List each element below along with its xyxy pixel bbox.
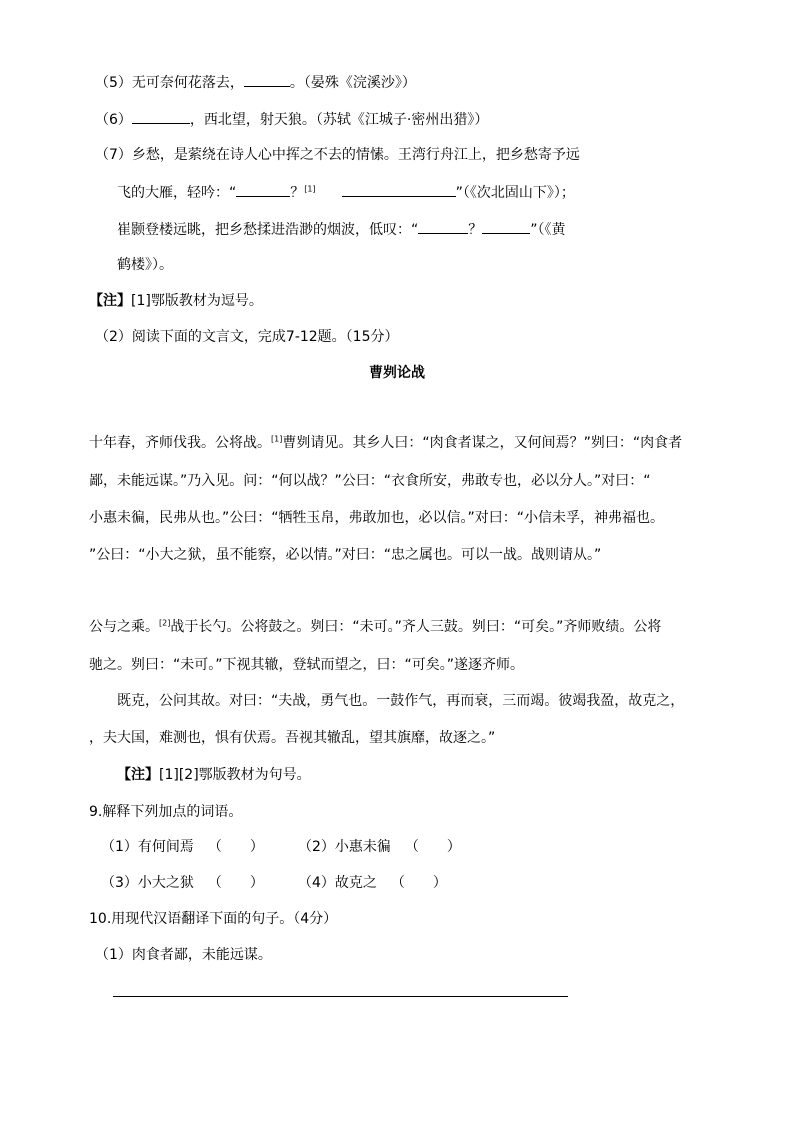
note-2 [117,766,311,784]
question-9-stem: 9.解释下列加点的词语。 [89,804,243,820]
article-p1-line1 [89,434,682,452]
answer-parentheses[interactable]: （ ） [404,839,461,855]
answer-blank[interactable] [132,109,190,124]
footnote-marker: [2] [159,618,171,628]
q9-item-2 [298,838,461,856]
footnote-marker: [1] [271,434,283,444]
article-p2-line1 [89,618,661,636]
answer-blank[interactable] [482,219,530,234]
poem-q7-line2 [117,182,575,202]
answer-parentheses[interactable]: （ ） [390,875,447,891]
q9-item-label: （4）故克之 [298,875,377,891]
article-text: 战于长勺。公将鼓之。刿曰：“未可。”齐人三鼓。刿曰：“可矣。”齐师败绩。公将 [170,619,662,635]
q9-item-label: （1）有何间焉 [101,839,194,855]
q9-item-label: （2）小惠未徧 [298,839,391,855]
q9-item-1 [101,838,264,856]
poem-q7-line3-before: 崔颢登楼远眺，把乡愁揉进浩渺的烟波，低叹：“ [117,222,419,238]
article-text: 公与之乘。 [89,619,159,635]
article-p3-line1: 既克，公问其故。对曰：“夫战，勇气也。一鼓作气，再而衰，三而竭。彼竭我盈，故克之， [117,693,685,709]
poem-q5-before: （5）无可奈何花落去， [95,75,244,91]
answer-parentheses[interactable]: （ ） [207,875,264,891]
article-p3-line2: ，夫大国，难测也，惧有伏焉。吾视其辙乱，望其旗靡，故逐之。” [89,730,496,746]
poem-q7-line4: 鹤楼》）。 [117,257,173,273]
question-10-stem: 10.用现代汉语翻译下面的句子。（4分） [89,911,338,927]
question-10-sub1: （1）肉食者鄙，未能远谋。 [95,947,272,963]
article-title: 曹刿论战 [369,365,425,381]
answer-blank[interactable] [236,182,290,197]
note-1 [89,292,263,310]
q9-item-4 [298,874,447,892]
poem-q5 [95,72,416,92]
article-p1-line4: ”公曰：“小大之狱，虽不能察，必以情。”对曰：“忠之属也。可以一战。战则请从。” [89,547,602,563]
note-2-text: [1][2]鄂版教材为句号。 [159,767,311,783]
poem-q5-after: 。（晏殊《浣溪沙》） [289,75,416,91]
q9-item-label: （3）小大之狱 [101,875,194,891]
article-p2-line2: 驰之。刿曰：“未可。”下视其辙，登轼而望之，曰：“可矣。”遂逐齐师。 [89,657,525,673]
q9-item-3 [101,874,264,892]
question-mark: ？ [290,185,305,201]
poem-q6 [95,109,488,129]
article-text: 十年春，齐师伐我。公将战。 [89,435,271,451]
answer-blank[interactable] [418,219,468,234]
note-1-text: [1]鄂版教材为逗号。 [131,293,263,309]
article-text: 曹刿请见。其乡人曰：“肉食者谋之，又何间焉？”刿曰：“肉食者 [282,435,683,451]
poem-q7-line3 [117,219,566,239]
poem-q7-line3-after: ”（《黄 [530,222,566,238]
article-p1-line3: 小惠未徧，民弗从也。”公曰：“牺牲玉帛，弗敢加也，必以信。”对曰：“小信未孚，神弗福也。 [89,510,665,526]
footnote-marker: [1] [304,184,316,194]
answer-line[interactable] [113,996,568,997]
poem-q6-after: ，西北望，射天狼。（苏轼《江城子·密州出猎》） [189,112,489,128]
question-mark: ？ [468,222,483,238]
poem-q6-before: （6） [95,112,132,128]
poem-q7-line2-before: 飞的大雁，轻吟：“ [117,185,237,201]
answer-parentheses[interactable]: （ ） [207,839,264,855]
poem-q7-line2-after: ”（《次北固山下》）； [455,185,575,201]
answer-blank[interactable] [342,182,456,197]
section-2-intro: （2）阅读下面的文言文，完成7-12题。（15分） [95,329,399,345]
note-bracket: 【注】 [117,767,159,783]
poem-q7-line1: （7）乡愁，是萦绕在诗人心中挥之不去的情愫。王湾行舟江上，把乡愁寄予远 [95,147,580,163]
note-bracket: 【注】 [89,293,131,309]
article-p1-line2: 鄙，未能远谋。”乃入见。问：“何以战？”公曰：“衣食所安，弗敢专也，必以分人。”对曰：“ [89,473,651,489]
answer-blank[interactable] [244,72,290,87]
